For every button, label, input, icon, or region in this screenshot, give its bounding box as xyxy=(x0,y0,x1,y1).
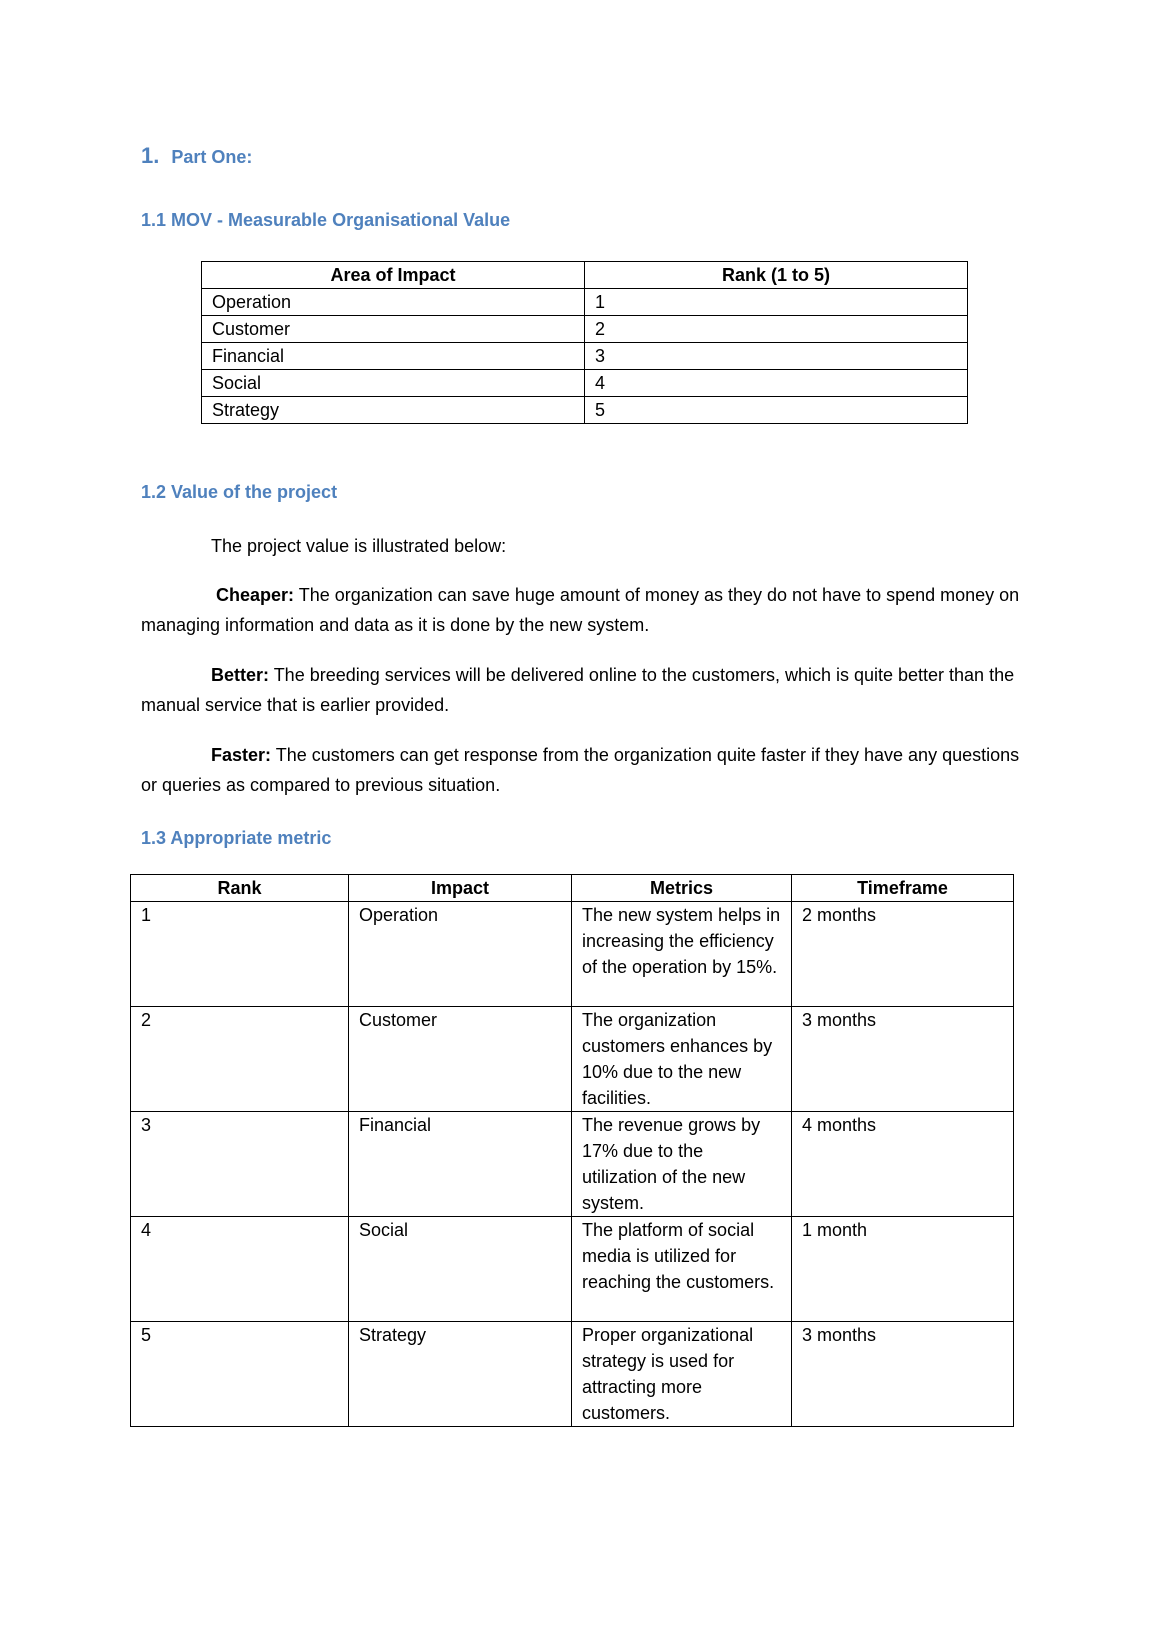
cell-timeframe: 3 months xyxy=(792,1007,1014,1112)
section-mov-title: 1.1 MOV - Measurable Organisational Value xyxy=(141,210,511,230)
cell-rank: 3 xyxy=(585,343,968,370)
heading-part-one xyxy=(141,143,252,169)
header-rank: Rank xyxy=(131,875,349,902)
table-header-row xyxy=(131,875,1014,902)
cell-metrics: The new system helps in increasing the efficiency of the operation by 15%. xyxy=(572,902,792,1007)
cell-area: Financial xyxy=(202,343,585,370)
table-row xyxy=(131,1217,1014,1322)
better-text: The breeding services will be delivered online to the customers, which is quite better than the manual service that is earlier provided. xyxy=(141,665,1015,715)
mov-table xyxy=(201,261,968,424)
cell-rank: 1 xyxy=(131,902,349,1007)
cell-metrics: The platform of social media is utilized for reaching the customers. xyxy=(572,1217,792,1322)
header-timeframe: Timeframe xyxy=(792,875,1014,902)
header-rank: Rank (1 to 5) xyxy=(585,262,968,289)
cell-rank: 4 xyxy=(585,370,968,397)
cell-rank: 2 xyxy=(585,316,968,343)
cell-rank: 5 xyxy=(585,397,968,424)
cell-timeframe: 3 months xyxy=(792,1322,1014,1427)
value-faster xyxy=(141,740,1021,800)
table-row xyxy=(202,316,968,343)
cell-impact: Customer xyxy=(349,1007,572,1112)
cell-rank: 4 xyxy=(131,1217,349,1322)
better-label: Better: xyxy=(211,665,270,685)
table-row xyxy=(131,1007,1014,1112)
cell-metrics: Proper organizational strategy is used for attracting more customers. xyxy=(572,1322,792,1427)
value-better xyxy=(141,660,1021,720)
value-intro-text: The project value is illustrated below: xyxy=(211,536,507,556)
heading-title: Part One: xyxy=(171,147,253,167)
cell-impact: Financial xyxy=(349,1112,572,1217)
value-cheaper xyxy=(141,580,1021,640)
cell-metrics: The revenue grows by 17% due to the utilization of the new system. xyxy=(572,1112,792,1217)
cell-timeframe: 4 months xyxy=(792,1112,1014,1217)
cell-impact: Operation xyxy=(349,902,572,1007)
cell-rank: 2 xyxy=(131,1007,349,1112)
faster-text: The customers can get response from the organization quite faster if they have any questions or queries as compared to previous situation. xyxy=(141,745,1020,795)
heading-number: 1. xyxy=(141,143,160,168)
header-impact: Impact xyxy=(349,875,572,902)
cell-area: Strategy xyxy=(202,397,585,424)
cell-impact: Strategy xyxy=(349,1322,572,1427)
table-row xyxy=(202,343,968,370)
cell-area: Customer xyxy=(202,316,585,343)
value-intro xyxy=(141,531,1021,561)
header-area-of-impact: Area of Impact xyxy=(202,262,585,289)
table-row xyxy=(131,1322,1014,1427)
header-metrics: Metrics xyxy=(572,875,792,902)
metric-table xyxy=(130,874,1014,1427)
cell-rank: 5 xyxy=(131,1322,349,1427)
table-row xyxy=(202,397,968,424)
cell-impact: Social xyxy=(349,1217,572,1322)
table-header-row xyxy=(202,262,968,289)
section-metric-title: 1.3 Appropriate metric xyxy=(141,828,332,848)
cell-area: Social xyxy=(202,370,585,397)
table-row xyxy=(202,289,968,316)
cell-metrics: The organization customers enhances by 10% due to the new facilities. xyxy=(572,1007,792,1112)
table-row xyxy=(131,1112,1014,1217)
table-row xyxy=(131,902,1014,1007)
faster-label: Faster: xyxy=(211,745,272,765)
cheaper-label: Cheaper: xyxy=(216,585,295,605)
cheaper-text: The organization can save huge amount of money as they do not have to spend money on managing information and data as it is done by the new system. xyxy=(141,585,1020,635)
cell-area: Operation xyxy=(202,289,585,316)
cell-rank: 3 xyxy=(131,1112,349,1217)
table-row xyxy=(202,370,968,397)
cell-timeframe: 1 month xyxy=(792,1217,1014,1322)
cell-timeframe: 2 months xyxy=(792,902,1014,1007)
section-value-title: 1.2 Value of the project xyxy=(141,482,338,502)
cell-rank: 1 xyxy=(585,289,968,316)
